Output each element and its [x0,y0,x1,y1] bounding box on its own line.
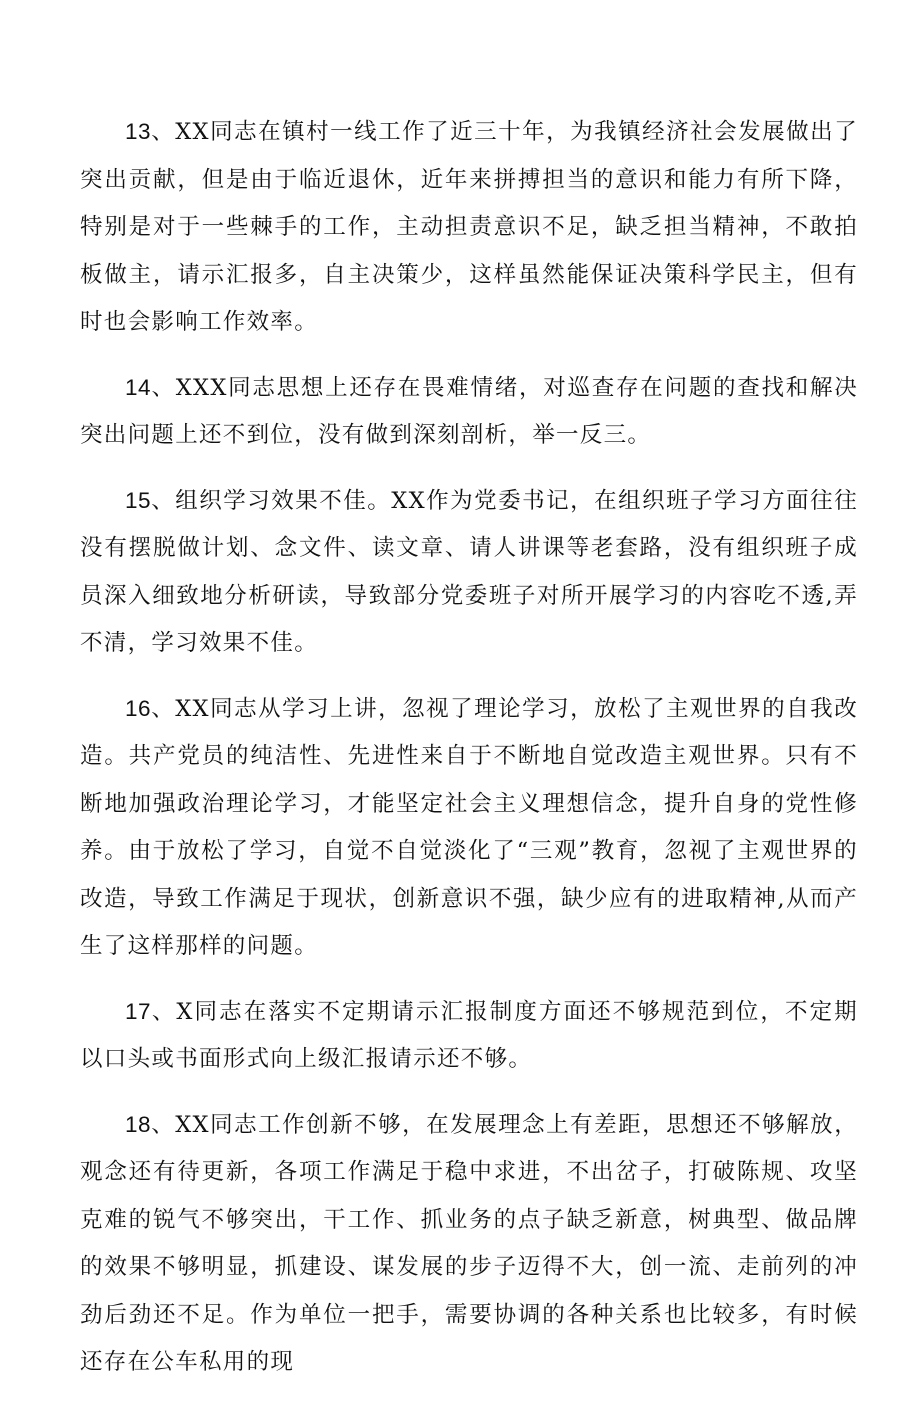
paragraph-text: 、XXX同志思想上还存在畏难情绪，对巡查存在问题的查找和解决突出问题上还不到位，没有做到深刻剖析，举一反三。 [80,374,858,448]
paragraph-number: 16 [125,695,152,721]
document-page [80,108,858,1404]
paragraph-text: 、XX同志工作创新不够，在发展理念上有差距，思想还不够解放，观念还有待更新，各项工作满足于稳中求进，不出岔子，打破陈规、攻坚克难的锐气不够突出，干工作、抓业务的点子缺乏新意，树典型、做品牌的效果不够明显，抓建设、谋发展的步子迈得不大，创一流、走前列的冲劲后劲还不足。作为单位一把手，需要协调的各种关系也比较多，有时候还存在公车私用的现 [80,1111,858,1375]
paragraph-15 [80,477,858,668]
paragraph-text: 、XX同志在镇村一线工作了近三十年，为我镇经济社会发展做出了突出贡献，但是由于临近退休，近年来拼搏担当的意识和能力有所下降，特别是对于一些棘手的工作，主动担责意识不足，缺乏担当精神，不敢拍板做主，请示汇报多，自主决策少，这样虽然能保证决策科学民主，但有时也会影响工作效率。 [80,119,858,335]
paragraph-18 [80,1101,858,1387]
paragraph-number: 18 [125,1111,152,1137]
paragraph-13 [80,108,858,347]
paragraph-text: 、X同志在落实不定期请示汇报制度方面还不够规范到位，不定期以口头或书面形式向上级汇报请示还不够。 [80,998,858,1072]
paragraph-number: 15 [125,487,152,513]
paragraph-number: 13 [125,119,152,144]
paragraph-text: 、组织学习效果不佳。XX作为党委书记，在组织班子学习方面往往没有摆脱做计划、念文件、读文章、请人讲课等老套路，没有组织班子成员深入细致地分析研读，导致部分党委班子对所开展学习的内容吃不透,弄不清，学习效果不佳。 [80,487,858,656]
paragraph-number: 17 [125,998,152,1024]
paragraph-17 [80,988,858,1084]
paragraph-14 [80,364,858,460]
paragraph-number: 14 [125,374,152,400]
paragraph-text: 、XX同志从学习上讲，忽视了理论学习，放松了主观世界的自我改造。共产党员的纯洁性、先进性来自于不断地自觉改造主观世界。只有不断地加强政治理论学习，才能坚定社会主义理想信念，提升自身的党性修养。由于放松了学习，自觉不自觉淡化了“三观”教育，忽视了主观世界的改造，导致工作满足于现状，创新意识不强，缺少应有的进取精神,从而产生了这样那样的问题。 [80,695,858,959]
paragraph-16 [80,685,858,971]
